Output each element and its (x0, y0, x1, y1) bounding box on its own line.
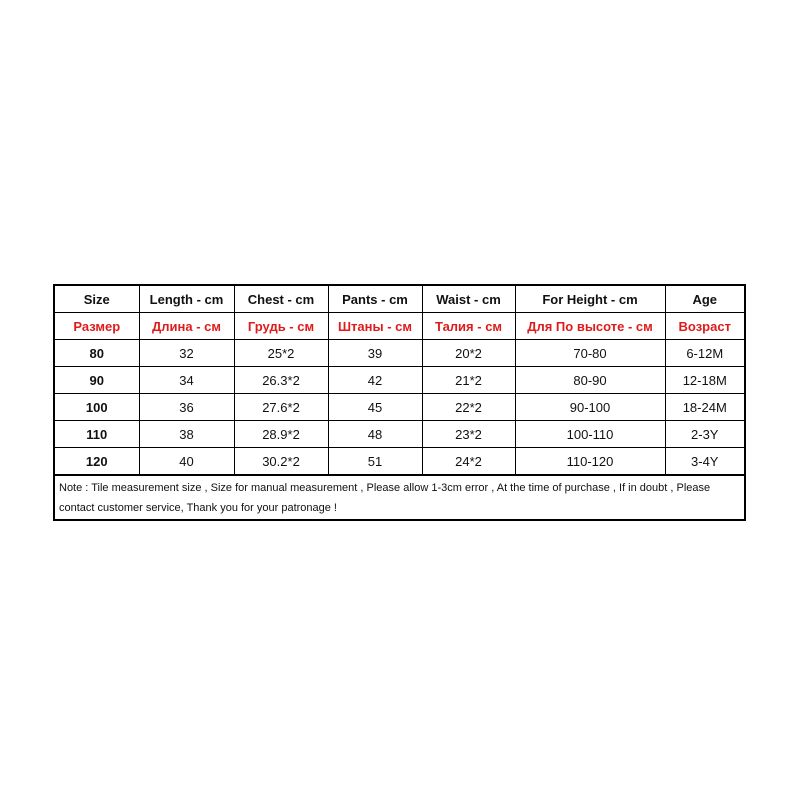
header-age: Age (665, 286, 744, 313)
waist-cell: 21*2 (422, 367, 515, 394)
waist-cell: 24*2 (422, 448, 515, 475)
size-cell: 110 (55, 421, 139, 448)
chest-cell: 30.2*2 (234, 448, 328, 475)
header-pants: Pants - cm (328, 286, 422, 313)
height-cell: 110-120 (515, 448, 665, 475)
length-cell: 38 (139, 421, 234, 448)
pants-cell: 48 (328, 421, 422, 448)
size-cell: 80 (55, 340, 139, 367)
height-cell: 90-100 (515, 394, 665, 421)
size-table (55, 286, 744, 475)
waist-cell: 20*2 (422, 340, 515, 367)
age-cell: 3-4Y (665, 448, 744, 475)
header-waist: Waist - cm (422, 286, 515, 313)
header-height: For Height - cm (515, 286, 665, 313)
table-row (55, 448, 744, 475)
table-row (55, 367, 744, 394)
size-chart (53, 284, 746, 521)
age-cell: 12-18M (665, 367, 744, 394)
waist-cell: 22*2 (422, 394, 515, 421)
table-row (55, 421, 744, 448)
header-ru-waist: Талия - см (422, 313, 515, 340)
pants-cell: 51 (328, 448, 422, 475)
length-cell: 40 (139, 448, 234, 475)
pants-cell: 39 (328, 340, 422, 367)
header-ru-age: Возраст (665, 313, 744, 340)
table-row (55, 340, 744, 367)
chest-cell: 28.9*2 (234, 421, 328, 448)
age-cell: 6-12M (665, 340, 744, 367)
header-row-russian (55, 313, 744, 340)
chest-cell: 27.6*2 (234, 394, 328, 421)
header-ru-pants: Штаны - см (328, 313, 422, 340)
height-cell: 70-80 (515, 340, 665, 367)
size-cell: 100 (55, 394, 139, 421)
pants-cell: 45 (328, 394, 422, 421)
header-chest: Chest - cm (234, 286, 328, 313)
waist-cell: 23*2 (422, 421, 515, 448)
header-ru-size: Размер (55, 313, 139, 340)
length-cell: 32 (139, 340, 234, 367)
chest-cell: 26.3*2 (234, 367, 328, 394)
age-cell: 2-3Y (665, 421, 744, 448)
header-ru-height: Для По высоте - см (515, 313, 665, 340)
length-cell: 36 (139, 394, 234, 421)
size-cell: 120 (55, 448, 139, 475)
size-cell: 90 (55, 367, 139, 394)
header-length: Length - cm (139, 286, 234, 313)
chest-cell: 25*2 (234, 340, 328, 367)
height-cell: 80-90 (515, 367, 665, 394)
header-row-english (55, 286, 744, 313)
measurement-note: Note : Tile measurement size , Size for manual measurement , Please allow 1-3cm error , At the time of purchase , If in doubt , Please contact customer service, Thank you for your patronage ! (55, 475, 744, 519)
age-cell: 18-24M (665, 394, 744, 421)
length-cell: 34 (139, 367, 234, 394)
header-ru-chest: Грудь - см (234, 313, 328, 340)
pants-cell: 42 (328, 367, 422, 394)
table-row (55, 394, 744, 421)
header-size: Size (55, 286, 139, 313)
header-ru-length: Длина - см (139, 313, 234, 340)
height-cell: 100-110 (515, 421, 665, 448)
